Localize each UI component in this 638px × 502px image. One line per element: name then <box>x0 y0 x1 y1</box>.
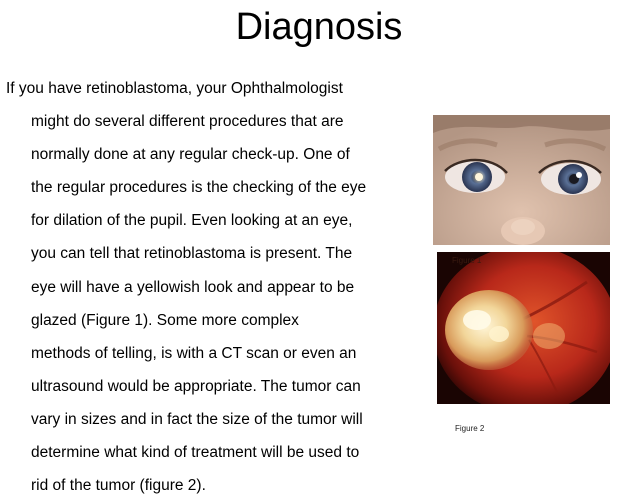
paragraph-line: the regular procedures is the checking of the eye <box>31 179 367 197</box>
paragraph-line: methods of telling, is with a CT scan or even an <box>31 344 357 362</box>
paragraph-line: ultrasound would be appropriate. The tumor can <box>31 377 361 395</box>
slide-title: Diagnosis <box>235 6 403 48</box>
figure-1-child-eyes-photo <box>433 115 610 245</box>
paragraph-line: glazed (Figure 1). Some more complex <box>31 311 299 329</box>
paragraph-line: normally done at any regular check-up. One of <box>31 146 350 164</box>
paragraph-line: determine what kind of treatment will be used to <box>31 444 360 462</box>
figure-2-fundus-photo <box>437 252 610 404</box>
body-paragraph <box>6 72 426 502</box>
paragraph-line: you can tell that retinoblastoma is present. The <box>31 245 353 263</box>
paragraph-line: might do several different procedures that are <box>31 113 344 131</box>
figure-2-caption: Figure 2 <box>455 424 485 433</box>
figure-1-caption: Figure 1 <box>452 256 482 265</box>
paragraph-line: rid of the tumor (figure 2). <box>31 477 206 495</box>
fundus-tumor-illustration <box>437 252 610 404</box>
child-eyes-illustration <box>433 115 610 245</box>
paragraph-line: If you have retinoblastoma, your Ophthalmologist <box>6 80 343 97</box>
paragraph-line: eye will have a yellowish look and appear to be <box>31 278 355 296</box>
paragraph-line: for dilation of the pupil. Even looking at an eye, <box>31 212 353 230</box>
paragraph-line: vary in sizes and in fact the size of the tumor will <box>31 410 363 428</box>
